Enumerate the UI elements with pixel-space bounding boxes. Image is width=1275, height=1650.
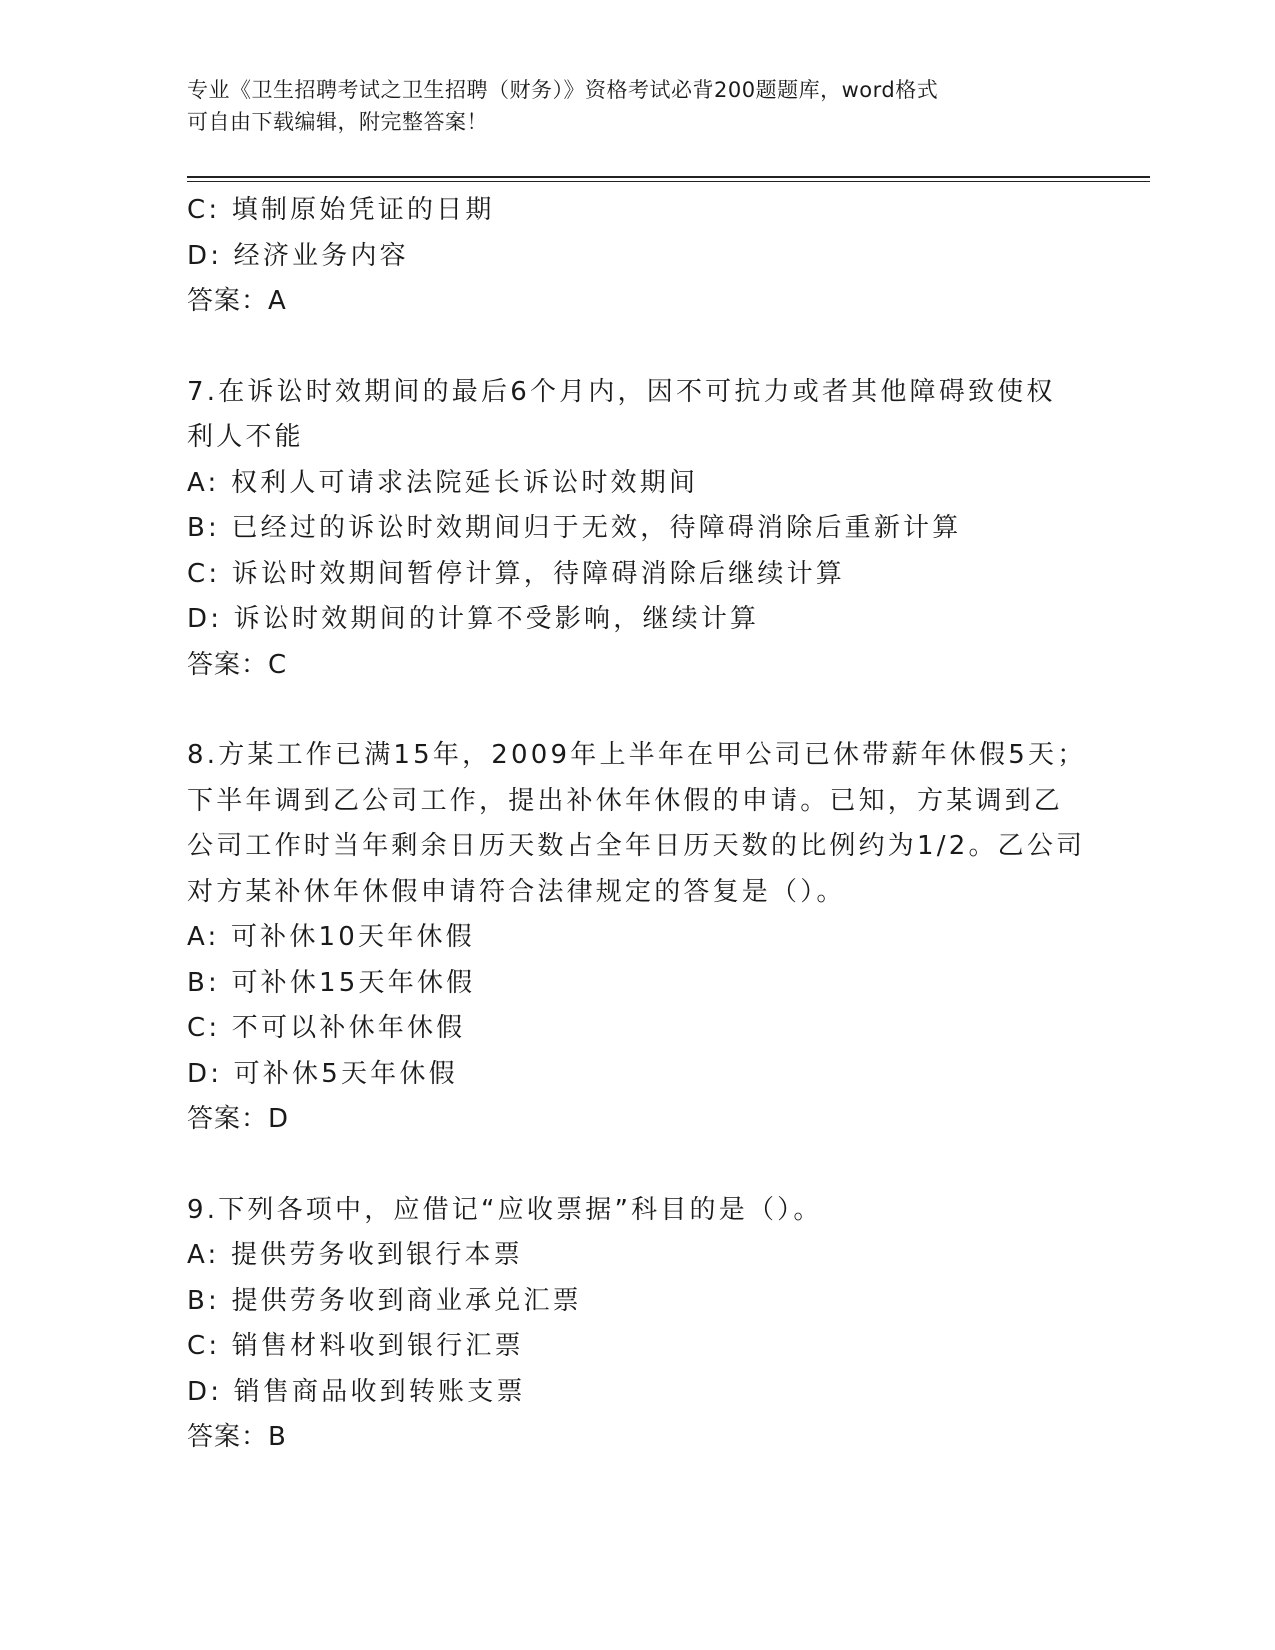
answer-line: 答案：A xyxy=(187,286,287,316)
question-stem-line: 9.下列各项中，应借记“应收票据”科目的是（）。 xyxy=(187,1194,823,1225)
header-divider-thin xyxy=(187,181,1150,182)
option-d: D: 销售商品收到转账支票 xyxy=(187,1376,526,1407)
question-stem-line: 对方某补休年休假申请符合法律规定的答复是（）。 xyxy=(187,876,846,907)
option-c: C: 不可以补休年休假 xyxy=(187,1013,466,1043)
question-7 xyxy=(187,370,1087,689)
question-9 xyxy=(187,1188,1087,1461)
option-b: B: 提供劳务收到商业承兑汇票 xyxy=(187,1285,582,1316)
question-stem-line: 7.在诉讼时效期间的最后6个月内，因不可抗力或者其他障碍致使权 xyxy=(187,376,1056,407)
header-line-2: 可自由下载编辑，附完整答案！ xyxy=(187,110,488,134)
question-stem-line: 公司工作时当年剩余日历天数占全年日历天数的比例约为1/2。乙公司 xyxy=(187,831,1086,861)
partial-question xyxy=(187,188,1087,325)
option-d: D: 诉讼时效期间的计算不受影响，继续计算 xyxy=(187,604,760,634)
option-a: A: 权利人可请求法院延长诉讼时效期间 xyxy=(187,467,699,498)
answer-line: 答案：B xyxy=(187,1422,287,1452)
option-c: C: 销售材料收到银行汇票 xyxy=(187,1331,524,1361)
option-d: D: 经济业务内容 xyxy=(187,240,409,271)
header-divider-thick xyxy=(187,176,1150,178)
answer-line: 答案：D xyxy=(187,1104,290,1134)
header-line-1: 专业《卫生招聘考试之卫生招聘（财务）》资格考试必背200题题库，word格式 xyxy=(187,78,939,102)
document-header xyxy=(187,74,1067,138)
option-a: A: 提供劳务收到银行本票 xyxy=(187,1240,523,1270)
option-c: C: 诉讼时效期间暂停计算，待障碍消除后继续计算 xyxy=(187,558,845,589)
option-b: B: 可补休15天年休假 xyxy=(187,967,476,998)
question-stem-line: 8.方某工作已满15年，2009年上半年在甲公司已休带薪年休假5天； xyxy=(187,740,1087,770)
question-stem-line: 利人不能 xyxy=(187,422,304,452)
option-a: A: 可补休10天年休假 xyxy=(187,922,475,952)
question-8 xyxy=(187,733,1087,1143)
option-d: D: 可补休5天年休假 xyxy=(187,1058,458,1089)
question-content xyxy=(187,188,1087,1461)
option-b: B: 已经过的诉讼时效期间归于无效，待障碍消除后重新计算 xyxy=(187,513,962,543)
option-c: C: 填制原始凭证的日期 xyxy=(187,195,495,225)
question-stem-line: 下半年调到乙公司工作，提出补休年休假的申请。已知，方某调到乙 xyxy=(187,785,1064,816)
answer-line: 答案：C xyxy=(187,649,288,680)
